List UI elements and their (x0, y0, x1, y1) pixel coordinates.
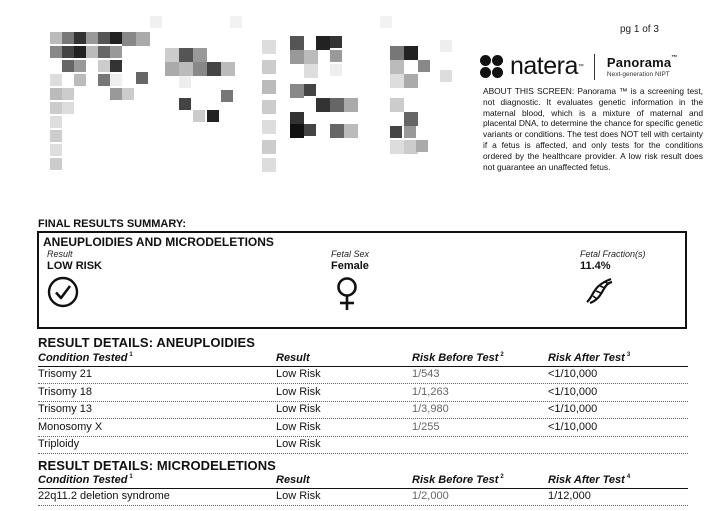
product-name: Panorama™ (606, 55, 678, 70)
female-symbol-icon (335, 276, 369, 317)
cell-after: 1/12,000 (548, 490, 591, 502)
fetal-sex-value: Female (331, 260, 369, 272)
cell-result: Low Risk (276, 368, 321, 380)
cell-condition: Monosomy X (38, 420, 103, 433)
result-column: Result LOW RISK (47, 249, 102, 313)
cell-condition: Trisomy 21 (38, 368, 92, 380)
brand-name: natera (510, 52, 578, 80)
aneuploidies-table-header: Condition Tested $^1$ Result Risk Before Test $^2$ Risk After Test $^3$ (38, 352, 688, 367)
natera-logo: natera ™ Panorama™ Next-generation NIPT (480, 52, 678, 81)
cell-condition: Trisomy 13 (38, 403, 92, 415)
cell-before: 1/2,000 (412, 490, 449, 502)
result-value: LOW RISK (47, 260, 102, 272)
microdeletions-section-title: RESULT DETAILS: MICRODELETIONS (38, 458, 276, 473)
table-row (38, 401, 688, 419)
aneuploidies-section-title: RESULT DETAILS: ANEUPLOIDIES (38, 335, 256, 350)
cell-condition: Trisomy 18 (38, 385, 92, 398)
page-number: pg 1 of 3 (620, 24, 659, 35)
table-row (38, 366, 688, 384)
cell-after: <1/10,000 (548, 420, 598, 433)
natera-mark-icon (480, 55, 504, 79)
product-subtitle: Next-generation NIPT (606, 71, 670, 78)
logo-divider (594, 54, 595, 80)
dna-icon (584, 276, 646, 309)
cell-condition: 22q11.2 deletion syndrome (38, 490, 170, 502)
cell-after: <1/10,000 (548, 385, 598, 398)
table-row (38, 488, 688, 506)
table-row (38, 436, 688, 454)
microdeletions-table-header: Condition Tested $^1$ Result Risk Before Test $^2$ Risk After Test $^4$ (38, 474, 688, 489)
cell-result: Low Risk (276, 385, 321, 398)
summary-box-title: ANEUPLOIDIES AND MICRODELETIONS (43, 235, 274, 249)
cell-result: Low Risk (276, 403, 321, 415)
cell-before: 1/543 (412, 368, 440, 380)
fetal-fraction-column: Fetal Fraction(s) 11.4% (580, 249, 646, 309)
cell-result: Low Risk (276, 420, 321, 433)
fetal-sex-column: Fetal Sex Female (331, 249, 369, 317)
cell-before: 1/255 (412, 420, 440, 433)
cell-after: <1/10,000 (548, 403, 598, 415)
cell-before: 1/3,980 (412, 403, 449, 415)
fetal-fraction-value: 11.4% (580, 260, 611, 272)
cell-after: <1/10,000 (548, 368, 598, 380)
cell-condition: Triploidy (38, 438, 80, 450)
table-row (38, 419, 688, 437)
final-results-summary-title: FINAL RESULTS SUMMARY: (38, 218, 187, 230)
table-row (38, 384, 688, 402)
cell-before: 1/1,263 (412, 385, 449, 398)
summary-box (37, 231, 687, 329)
check-circle-icon (47, 276, 102, 313)
about-screen-text: ABOUT THIS SCREEN: Panorama ™ is a screening test, not diagnostic. It evaluates genetic information in the maternal blood, which is a mixture of maternal and placental DNA, to determine the chance for specific genetic variants or conditions. The test does NOT tell with certainty if a fetus is affected, and only tests for the conditions ordered by the healthcare provider. A low risk result does not guarantee an unaffected fetus. (483, 86, 703, 172)
cell-result: Low Risk (276, 490, 321, 502)
cell-result: Low Risk (276, 438, 321, 450)
